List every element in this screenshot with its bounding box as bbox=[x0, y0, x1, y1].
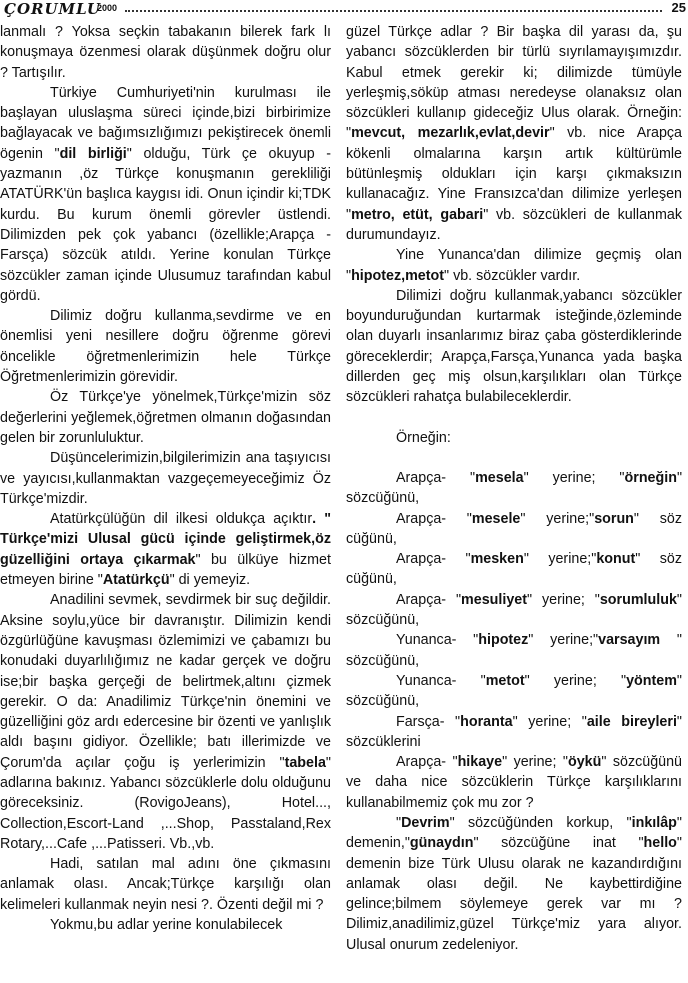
left-text-column bbox=[0, 22, 331, 935]
body-paragraph: Arapça- "mesele" yerine;"sorun" söz cüğünü, bbox=[346, 510, 682, 547]
body-paragraph: Yunanca- "hipotez" yerine;"varsayım " sözcüğünü, bbox=[346, 632, 682, 669]
body-paragraph: Dilimiz doğru kullanma,sevdirme ve en önemlisi yeni nesillere doğru öğrenme görevi öncelikle öğretmenlerimizin hele Türkçe Öğretmenlerimizin görevidir. bbox=[0, 308, 331, 386]
body-paragraph: Arapça- "mesela" yerine; "örneğin" sözcüğünü, bbox=[346, 469, 683, 507]
header-dotted-rule bbox=[125, 10, 662, 12]
body-paragraph: Düşüncelerimizin,bilgilerimizin ana taşıyıcısı ve yayıcısı,kullanmaktan vazgeçemeyeceğimiz Öz Türkçe'mizdir. bbox=[0, 450, 331, 507]
issue-year: 2000 bbox=[97, 3, 118, 13]
body-paragraph: Dilimizi doğru kullanmak,yabancı sözcükler boyunduruğundan kurtarmak isteğinde,özleminde olan duyarlı insanlarımız biraz çaba gösterdiklerinde göreceklerdir; Arapça,Farsça,Yunanca yada başka dillerden geç miş olsun,karşılıkları olan Türkçe sözcükleri rahatça bulabileceklerdir. bbox=[346, 287, 682, 406]
body-paragraph: "Devrim" sözcüğünden korkup, "inkılâp" demenin,"günaydın" sözcüğüne inat "hello" demenin bize Türk Ulusu olarak ne kazandırdığını anlamak olası değil. Ne kaybettirdiğine gelince;bilmem söylemeye gerek var mı ? Dilimiz,anadilimiz,güzel Türkçe'miz yara alıyor. Ulusal onurum zedeleniyor. bbox=[346, 814, 682, 953]
body-paragraph: Yine Yunanca'dan dilimize geçmiş olan "hipotez,metot" vb. sözcükler vardır. bbox=[346, 247, 682, 284]
right-text-column bbox=[346, 22, 682, 955]
body-paragraph: Atatürkçülüğün dil ilkesi oldukça açıktır. " Türkçe'mizi Ulusal gücü içinde geliştirmek,öz güzelliğini ortaya çıkarmak" bu ülküye hizmet etmeyen birine "Atatürkçü" di yemeyiz. bbox=[0, 511, 331, 589]
magazine-logo: ÇORUMLU bbox=[4, 0, 101, 18]
body-paragraph: güzel Türkçe adlar ? Bir başka dil yarası da, şu yabancı sözcüklerden bir türlü sıyrılamayışımızdır. Kabul etmek gerekir ki; dilimizde tümüyle yerleşmiş,söküp atması neredeyse olanaksız olan sözcükleri kullanıp gideceğiz Ulus olarak. Örneğin: "mevcut, mezarlık,evlat,devir" vb. nice Arapça kökenli olmalarına karşın artık kültürümle bütünleşmiş oldukları için karşı çıkmaksızın kullanacağız. Yine Fransızca'dan dilimize yerleşen "metro, etüt, gabari" vb. sözcükleri de kullanmak durumundayız. bbox=[346, 24, 682, 243]
body-paragraph: lanmalı ? Yoksa seçkin tabakanın bilerek fark lı konuşmaya özenmesi olarak düşünmek doğru olur ? Tartışılır. bbox=[0, 24, 331, 81]
body-paragraph: Yunanca- "metot" yerine; "yöntem" sözcüğünü, bbox=[346, 672, 682, 710]
page-header bbox=[0, 0, 688, 22]
body-paragraph: Arapça- "mesuliyet" yerine; "sorumluluk" sözcüğünü, bbox=[346, 591, 682, 629]
body-paragraph: Arapça- "mesken" yerine;"konut" söz cüğünü, bbox=[346, 551, 682, 588]
paragraph-spacer bbox=[346, 408, 682, 428]
page-number: 25 bbox=[671, 0, 686, 15]
body-paragraph: Farsça- "horanta" yerine; "aile bireyleri" sözcüklerini bbox=[346, 713, 682, 750]
body-paragraph: Öz Türkçe'ye yönelmek,Türkçe'mizin söz değerlerini yeğlemek,öğretmen olmanın doğasından gelen bir zorunluluktur. bbox=[0, 389, 331, 446]
body-paragraph: Anadilini sevmek, sevdirmek bir suç değildir. Aksine soylu,yüce bir davranıştır. Dilimizin kendi özgürlüğüne kavuşması özlemimizi ve çabamızı bu konudaki duyarlılığımız ne kadar gerçek ve doğru ise;bir başka gerçeği de belirtmek,altını çizmek gerekir. O da: Anadilimiz Türkçe'nin önemini ve güzelliğini göz ardı edercesine bir özenti ve yanlışlık aldı başını gidiyor. Özellikle; batı illerimizde ve Çorum'da açılar çoğu iş yerlerimizin "tabela" adlarına bakınız. Yabancı sözcüklerle dolu olduğunu göreceksiniz. (RovigoJeans), Hotel..., Collection,Escort-Land ,...Shop, Passtaland,Rex Rotary,...Cafe ,...Patisseri. Vb.,vb. bbox=[0, 592, 331, 852]
body-paragraph: Türkiye Cumhuriyeti'nin kurulması ile başlayan uluslaşma süreci içinde,bizi birbirimize bağlayacak ve bağımsızlığımızı pekiştirecek önemli ögenin "dil birliği" olduğu, Türk çe okuyup -yazmanın ,öz Türkçe konuşmanın gerekliliği ATATÜRK'ün başlıca kaygısı idi. Onun içindir ki;TDK kurdu. Bu kurum önemli görevler üstlendi. Dilimizden pek çok yabancı (özellikle;Arapça -Farsça) sözcük atıldı. Yerine konulan Türkçe sözcükler zaman içinde Ulusumuz tarafından kabul gördü. bbox=[0, 84, 331, 304]
paragraph-spacer bbox=[346, 448, 682, 468]
body-paragraph: Hadi, satılan mal adını öne çıkmasını anlamak olası. Ancak;Türkçe karşılığı olan kelimeleri kullanmak neyin nesi ?. Özenti değil mi ? bbox=[0, 856, 331, 913]
body-paragraph: Arapça- "hikaye" yerine; "öykü" sözcüğünü ve daha nice sözcüklerin Türkçe karşılıklarını kullanabilmemiz çok mu zor ? bbox=[346, 754, 683, 811]
body-paragraph: Örneğin: bbox=[396, 429, 451, 446]
body-paragraph: Yokmu,bu adlar yerine konulabilecek bbox=[50, 917, 283, 934]
